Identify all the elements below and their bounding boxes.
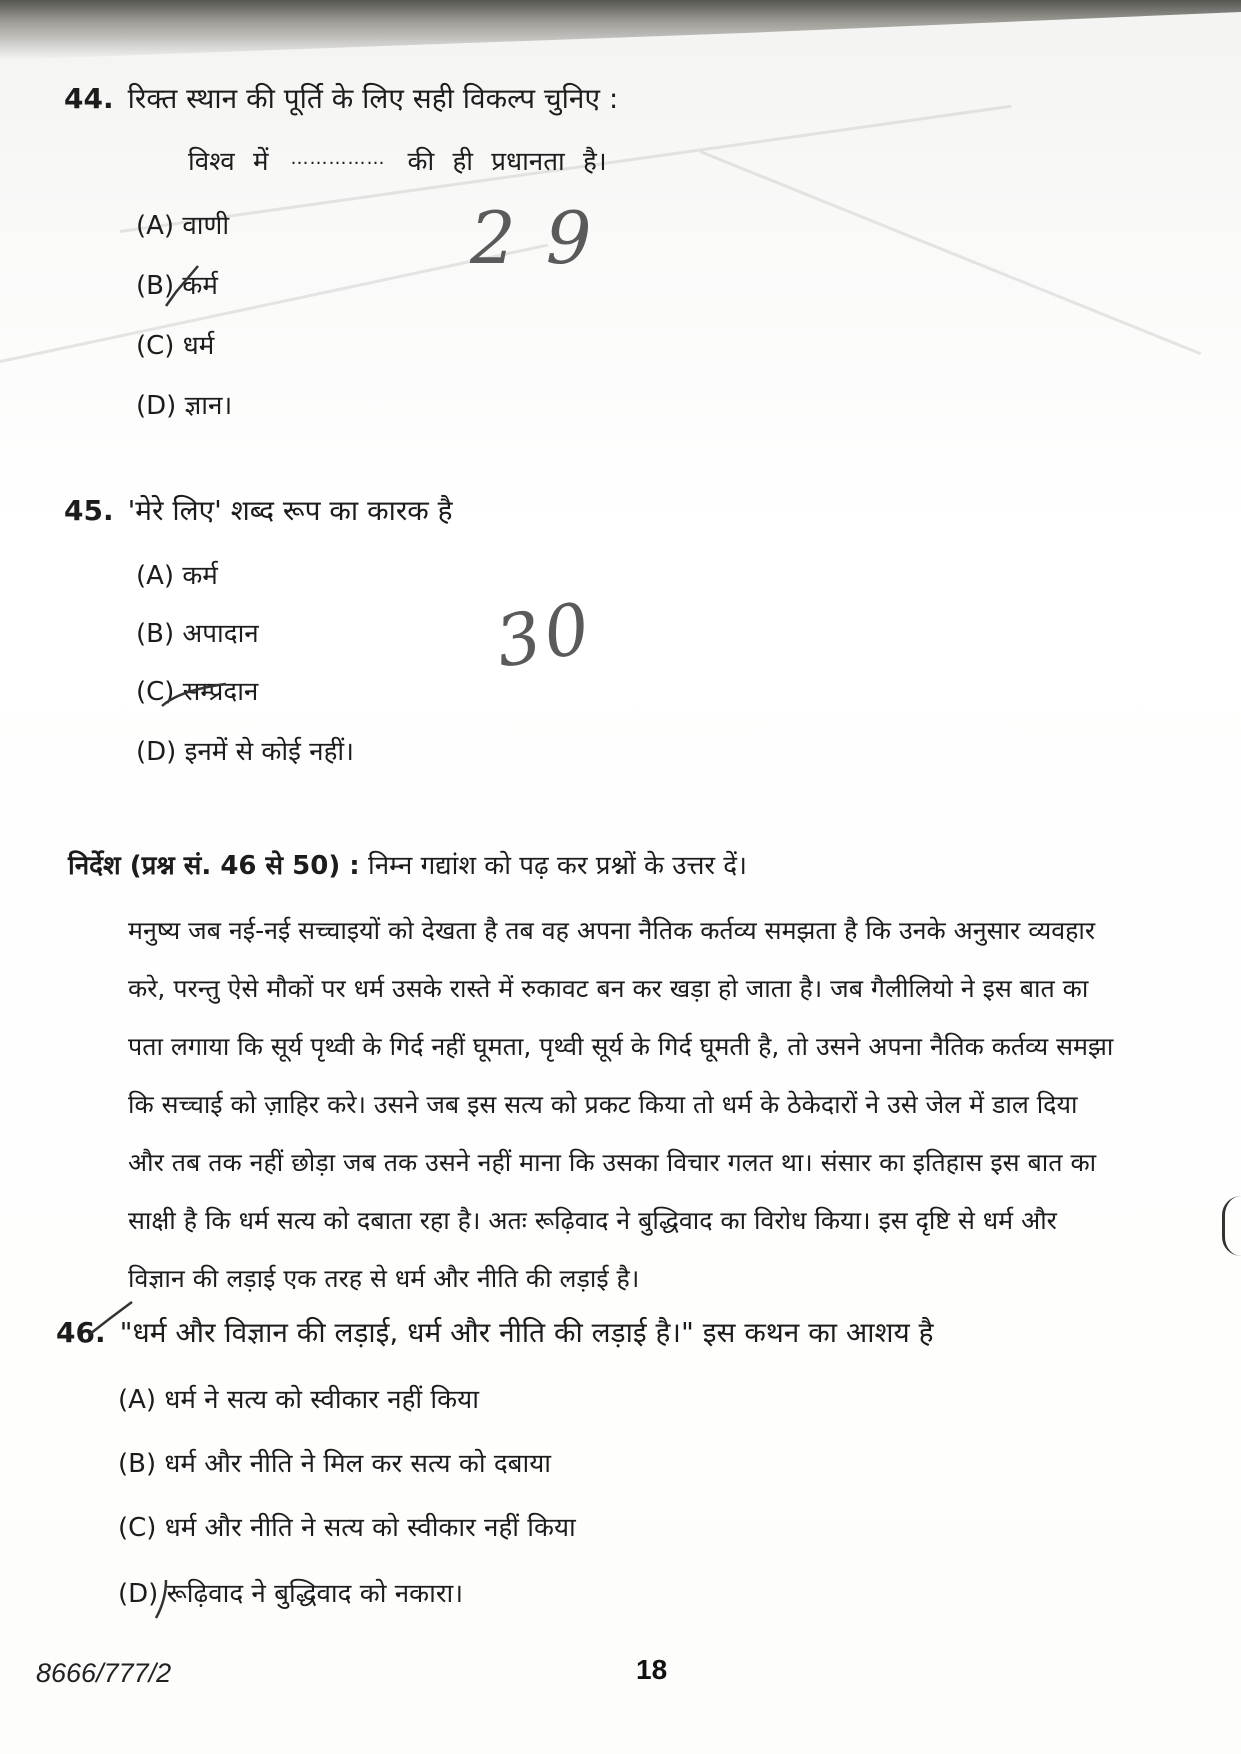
passage-line: विज्ञान की लड़ाई एक तरह से धर्म और नीति की लड़ाई है। xyxy=(128,1264,640,1293)
fill-after: की ही प्रधानता है। xyxy=(407,147,607,177)
option-key: (A) xyxy=(136,211,175,241)
option-d[interactable] xyxy=(136,386,232,422)
handwritten-mark: 30 xyxy=(489,586,600,684)
answer-tick-mark xyxy=(160,676,230,710)
option-text: अपादान xyxy=(182,619,259,649)
option-key: (A) xyxy=(136,561,175,591)
question-44 xyxy=(64,80,618,118)
question-number: 44. xyxy=(64,82,114,115)
fill-blank: …………… xyxy=(290,148,386,169)
paper-fold xyxy=(0,244,548,363)
option-b[interactable] xyxy=(118,1444,551,1480)
question-45 xyxy=(64,492,453,530)
option-a[interactable] xyxy=(136,206,229,242)
answer-tick-mark xyxy=(86,1298,136,1338)
directive xyxy=(68,846,747,882)
option-text: इनमें से कोई नहीं। xyxy=(184,737,354,767)
option-text: सम्प्रदान xyxy=(182,677,259,707)
question-number: 46. xyxy=(56,1316,106,1349)
option-text: धर्म और नीति ने सत्य को स्वीकार नहीं किया xyxy=(164,1513,576,1543)
passage xyxy=(128,902,1228,1308)
option-text: कर्म xyxy=(182,561,218,591)
option-key: (D) xyxy=(136,391,177,421)
scan-shadow xyxy=(0,0,1241,60)
option-key: (D) xyxy=(136,737,177,767)
answer-tick-mark xyxy=(162,262,202,312)
paper-fold xyxy=(699,150,1201,355)
option-key: (C) xyxy=(136,677,175,707)
fill-before: विश्व में xyxy=(188,147,269,177)
option-a[interactable] xyxy=(118,1380,479,1416)
option-key: (C) xyxy=(118,1513,157,1543)
option-d[interactable] xyxy=(136,732,354,768)
question-prompt: रिक्त स्थान की पूर्ति के लिए सही विकल्प चुनिए : xyxy=(127,82,619,115)
option-text: कर्म xyxy=(182,271,218,301)
option-text: वाणी xyxy=(182,211,230,241)
passage-line: पता लगाया कि सूर्य पृथ्वी के गिर्द नहीं घूमता, पृथ्वी सूर्य के गिर्द घूमती है, तो उसने अपना नैतिक कर्तव्य समझा xyxy=(128,1032,1114,1061)
option-c[interactable] xyxy=(118,1508,576,1544)
page-number: 18 xyxy=(636,1654,668,1685)
question-46 xyxy=(56,1314,934,1352)
option-key: (B) xyxy=(136,619,175,649)
option-text: ज्ञान। xyxy=(184,391,233,421)
option-text: धर्म ने सत्य को स्वीकार नहीं किया xyxy=(164,1385,479,1415)
option-key: (A) xyxy=(118,1385,157,1415)
option-key: (B) xyxy=(136,271,175,301)
option-b[interactable] xyxy=(136,614,259,650)
passage-line: और तब तक नहीं छोड़ा जब तक उसने नहीं माना कि उसका विचार गलत था। संसार का इतिहास इस बात का xyxy=(128,1148,1097,1177)
directive-text: निम्न गद्यांश को पढ़ कर प्रश्नों के उत्तर दें। xyxy=(367,851,747,881)
option-a[interactable] xyxy=(136,556,218,592)
answer-tick-mark xyxy=(152,1576,172,1622)
option-text: धर्म और नीति ने मिल कर सत्य को दबाया xyxy=(164,1449,552,1479)
question-prompt: "धर्म और विज्ञान की लड़ाई, धर्म और नीति की लड़ाई है।" इस कथन का आशय है xyxy=(119,1316,934,1349)
option-text: धर्म xyxy=(182,331,215,361)
paper-code: 8666/777/2 xyxy=(36,1658,172,1688)
handwritten-mark: 29 xyxy=(470,196,622,280)
option-c[interactable] xyxy=(136,326,214,362)
question-number: 45. xyxy=(64,494,114,527)
option-key: (D) xyxy=(118,1579,159,1609)
option-key: (C) xyxy=(136,331,175,361)
question-prompt: 'मेरे लिए' शब्द रूप का कारक है xyxy=(127,494,453,527)
passage-line: कि सच्चाई को ज़ाहिर करे। उसने जब इस सत्य को प्रकट किया तो धर्म के ठेकेदारों ने उसे जेल में डाल दिया xyxy=(128,1090,1078,1119)
option-text: रूढ़िवाद ने बुद्धिवाद को नकारा। xyxy=(166,1579,464,1609)
directive-head: निर्देश (प्रश्न सं. 46 से 50) : xyxy=(68,851,360,881)
passage-line: साक्षी है कि धर्म सत्य को दबाता रहा है। अतः रूढ़िवाद ने बुद्धिवाद का विरोध किया। इस दृष्टि से धर्म और xyxy=(128,1206,1057,1235)
passage-line: मनुष्य जब नई-नई सच्चाइयों को देखता है तब वह अपना नैतिक कर्तव्य समझता है कि उनके अनुसार व्यवहार xyxy=(128,916,1096,945)
fill-in-sentence xyxy=(188,142,607,178)
option-key: (B) xyxy=(118,1449,157,1479)
binding-edge-mark xyxy=(1222,1196,1241,1256)
passage-line: करे, परन्तु ऐसे मौकों पर धर्म उसके रास्ते में रुकावट बन कर खड़ा हो जाता है। जब गैलीलियो ने इस बात का xyxy=(128,974,1089,1003)
